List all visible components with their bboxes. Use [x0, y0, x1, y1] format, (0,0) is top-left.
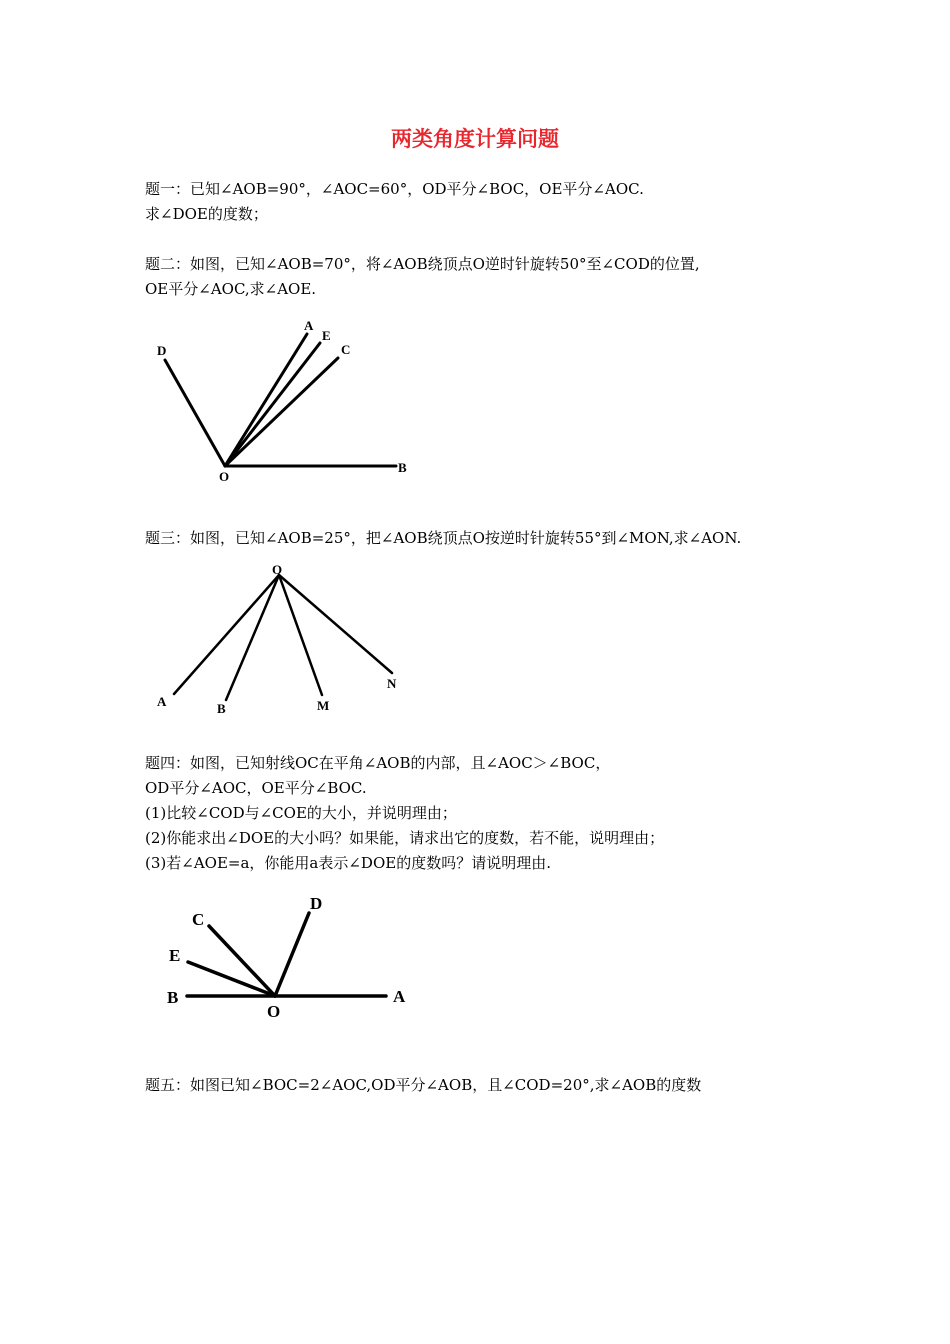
q4-label-e: E: [169, 946, 181, 965]
q4-label-a: A: [393, 987, 406, 1006]
page-title: 两类角度计算问题: [391, 127, 559, 151]
q2-label-o: O: [219, 469, 230, 484]
q4-label-o: O: [267, 1002, 281, 1021]
q5-text-line-1: 题五：如图已知∠BOC=2∠AOC,OD平分∠AOB，且∠COD=20°,求∠AOB的度数: [145, 1076, 702, 1094]
q3-label-o: O: [272, 562, 283, 577]
q3-ray-oa: [174, 575, 279, 694]
q2-label-b: B: [398, 460, 407, 475]
q4-ray-oc: [209, 926, 275, 996]
q4-label-c: C: [192, 910, 205, 929]
q2-label-e: E: [322, 328, 331, 343]
q2-label-a: A: [304, 318, 314, 333]
q2-ray-oe: [225, 343, 320, 466]
q3-label-a: A: [157, 694, 167, 709]
q3-ray-ob: [226, 575, 279, 700]
q3-label-n: N: [387, 676, 397, 691]
q4-ray-od: [275, 913, 309, 996]
q4-label-d: D: [310, 894, 323, 913]
q3-text-line-1: 题三：如图，已知∠AOB=25°，把∠AOB绕顶点O按逆时针旋转55°到∠MON,求∠AON.: [145, 529, 742, 547]
q4-text-line-2: OD平分∠AOC，OE平分∠BOC.: [145, 779, 367, 797]
q2-label-c: C: [341, 342, 351, 357]
q3-label-b: B: [217, 701, 226, 716]
q4-text-line-5: (3)若∠AOE=a，你能用a表示∠DOE的度数吗？请说明理由.: [145, 854, 551, 872]
q2-label-d: D: [157, 343, 167, 358]
q1-text-line-2: 求∠DOE的度数；: [145, 205, 268, 223]
q4-text-line-1: 题四：如图，已知射线OC在平角∠AOB的内部，且∠AOC＞∠BOC，: [145, 754, 611, 772]
q3-label-m: M: [317, 698, 330, 713]
q2-text-line-1: 题二：如图，已知∠AOB=70°，将∠AOB绕顶点O逆时针旋转50°至∠COD的位置,: [145, 255, 700, 273]
q4-label-b: B: [167, 988, 179, 1007]
q4-ray-oe: [188, 962, 275, 996]
q2-ray-od: [165, 360, 225, 466]
q4-text-line-4: (2)你能求出∠DOE的大小吗？如果能，请求出它的度数，若不能，说明理由；: [145, 829, 665, 847]
q4-text-line-3: (1)比较∠COD与∠COE的大小，并说明理由；: [145, 804, 457, 822]
q1-text-line-1: 题一：已知∠AOB=90°，∠AOC=60°，OD平分∠BOC，OE平分∠AOC.: [145, 180, 644, 198]
q2-text-line-2: OE平分∠AOC,求∠AOE.: [145, 280, 317, 298]
